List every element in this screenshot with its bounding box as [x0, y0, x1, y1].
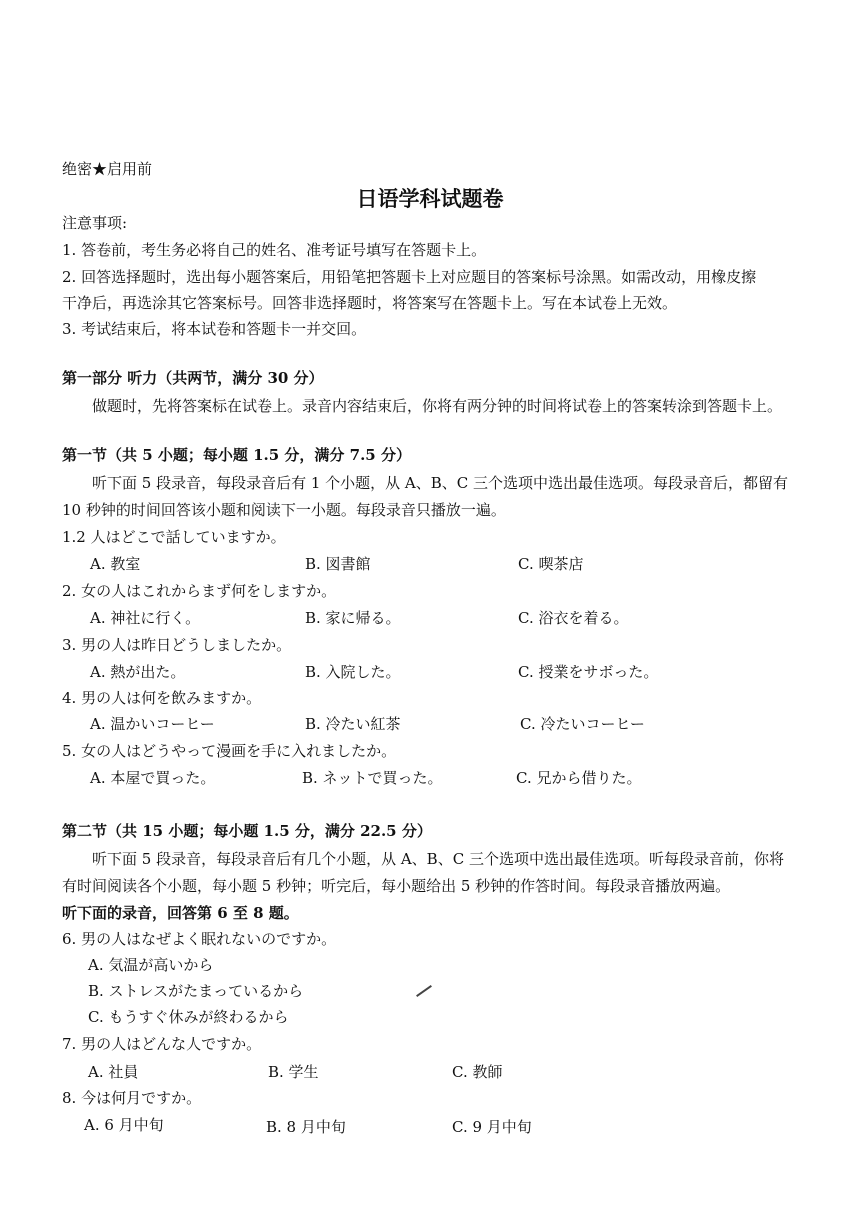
section1-instruction: 听下面 5 段录音，每段录音后有 1 个小题，从 A、B、C 三个选项中选出最佳选项。每段录音后，都留有 [92, 474, 789, 492]
option-a: A. 本屋で買った。 [90, 769, 216, 787]
question-7: 7. 男の人はどんな人ですか。 [62, 1035, 262, 1053]
option-c: C. 冷たいコーヒー [520, 715, 645, 733]
option-b: B. ネットで買った。 [302, 769, 443, 787]
question-6: 6. 男の人はなぜよく眠れないのですか。 [62, 930, 337, 948]
section1-instruction: 10 秒钟的时间回答该小题和阅读下一小题。每段录音只播放一遍。 [62, 501, 506, 519]
part1-instruction: 做题时，先将答案标在试卷上。录音内容结束后，你将有两分钟的时间将试卷上的答案转涂到答题卡上。 [92, 397, 783, 415]
question-3: 3. 男の人は昨日どうしましたか。 [62, 636, 292, 654]
option-b: B. 学生 [268, 1063, 319, 1081]
option-c: C. 教師 [452, 1063, 503, 1081]
option-c: C. 喫茶店 [518, 555, 584, 573]
confidential-label: 绝密★启用前 [62, 160, 153, 178]
option-b: B. ストレスがたまっているから [88, 982, 304, 1000]
section1-heading: 第一节（共 5 小题；每小题 1.5 分，满分 7.5 分） [62, 446, 411, 464]
option-b: B. 8 月中旬 [266, 1118, 346, 1136]
option-a: A. 温かいコーヒー [90, 715, 215, 733]
option-c: C. 浴衣を着る。 [518, 609, 629, 627]
section2-instruction: 听下面 5 段录音，每段录音后有几个小题，从 A、B、C 三个选项中选出最佳选项。听每段录音前，你将 [92, 850, 784, 868]
part1-heading: 第一部分 听力（共两节，满分 30 分） [62, 369, 324, 387]
option-b: B. 入院した。 [305, 663, 401, 681]
option-a: A. 気温が高いから [88, 956, 214, 974]
pencil-mark [416, 985, 432, 997]
option-a: A. 6 月中旬 [84, 1116, 164, 1134]
question-2: 2. 女の人はこれからまず何をしますか。 [62, 582, 337, 600]
option-b: B. 図書館 [305, 555, 371, 573]
note-item: 2. 回答选择题时，选出每小题答案后，用铅笔把答题卡上对应题目的答案标号涂黑。如需改动，用橡皮擦 [62, 268, 757, 286]
option-c: C. もうすぐ休みが終わるから [88, 1008, 289, 1026]
question-5: 5. 女の人はどうやって漫画を手に入れましたか。 [62, 742, 397, 760]
option-a: A. 社員 [88, 1063, 139, 1081]
note-item: 1. 答卷前，考生务必将自己的姓名、准考证号填写在答题卡上。 [62, 241, 487, 259]
option-c: C. 兄から借りた。 [516, 769, 642, 787]
option-c: C. 9 月中旬 [452, 1118, 532, 1136]
option-a: A. 熱が出た。 [90, 663, 186, 681]
option-a: A. 神社に行く。 [90, 609, 201, 627]
option-b: B. 家に帰る。 [305, 609, 401, 627]
section2-instruction: 有时间阅读各个小题，每小题 5 秒钟；听完后，每小题给出 5 秒钟的作答时间。每段录音播放两遍。 [62, 877, 731, 895]
note-item: 3. 考试结束后，将本试卷和答题卡一并交回。 [62, 320, 367, 338]
option-c: C. 授業をサボった。 [518, 663, 659, 681]
option-b: B. 冷たい紅茶 [305, 715, 401, 733]
page-title: 日语学科试题卷 [356, 186, 504, 211]
question-8: 8. 今は何月ですか。 [62, 1089, 202, 1107]
note-item: 干净后，再选涂其它答案标号。回答非选择题时，将答案写在答题卡上。写在本试卷上无效。 [62, 294, 678, 312]
question-1: 1.2 人はどこで話していますか。 [62, 528, 286, 546]
question-4: 4. 男の人は何を飲みますか。 [62, 689, 262, 707]
section2-subheading: 听下面的录音，回答第 6 至 8 题。 [62, 904, 299, 922]
notes-heading: 注意事项: [62, 214, 128, 232]
section2-heading: 第二节（共 15 小题；每小题 1.5 分，满分 22.5 分） [62, 822, 432, 840]
option-a: A. 教室 [90, 555, 141, 573]
